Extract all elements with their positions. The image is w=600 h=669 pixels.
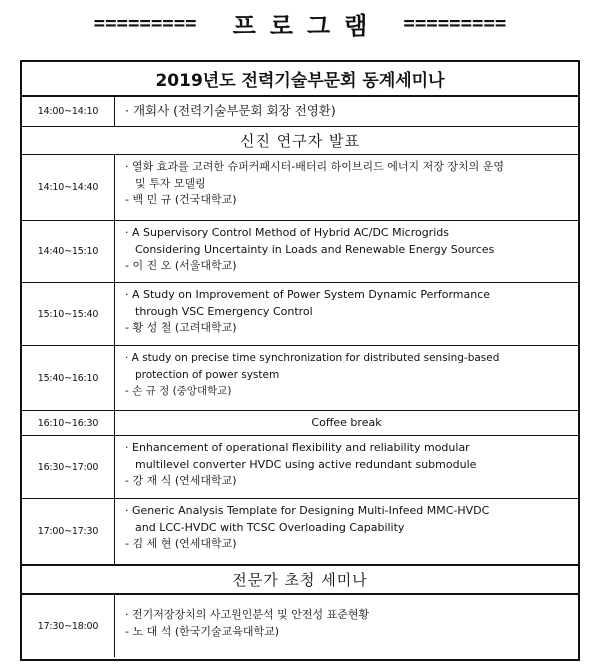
talk-title-line: 및 투자 모델링 — [135, 176, 206, 190]
page-title: 프로그램 — [232, 11, 382, 40]
talk-title-line: and LCC-HVDC with TCSC Overloading Capability — [135, 520, 405, 534]
time-cell: 16:30~17:00 — [22, 436, 115, 498]
time-cell: 17:30~18:00 — [22, 595, 115, 657]
talk-title-line: · 전기저장장치의 사고원인분석 및 안전성 표준현황 — [125, 608, 370, 621]
talk-title-line: · A study on precise time synchronization for distributed sensing-based — [125, 352, 500, 364]
talk-row — [22, 436, 578, 499]
presenter: - 강 재 식 (연세대학교) — [125, 474, 237, 487]
talk-content — [115, 499, 578, 564]
talk-row — [22, 346, 578, 411]
opening-row — [22, 97, 578, 127]
talk-content — [115, 283, 578, 345]
header-rule-right: ========= — [403, 12, 507, 34]
talk-title-line: · 열화 효과를 고려한 슈퍼커패시터-배터리 하이브리드 에너지 저장 장치의 운영 — [125, 160, 504, 173]
header-rule-left: ========= — [93, 12, 197, 34]
talk-content — [115, 221, 578, 282]
talk-title-line: multilevel converter HVDC using active redundant submodule — [135, 457, 477, 471]
talk-content — [115, 346, 578, 410]
coffee-row — [22, 411, 578, 436]
time-cell: 17:00~17:30 — [22, 499, 115, 564]
presenter: - 백 민 규 (건국대학교) — [125, 193, 237, 206]
talk-title-line: · Enhancement of operational flexibility and reliability modular — [125, 441, 470, 454]
expert-row — [22, 595, 578, 657]
talk-content — [115, 595, 578, 657]
time-cell: 14:40~15:10 — [22, 221, 115, 282]
program-table — [20, 60, 580, 661]
section-heading-expert-seminar: 전문가 초청 세미나 — [22, 565, 578, 595]
time-cell: 15:40~16:10 — [22, 346, 115, 410]
talk-row — [22, 283, 578, 346]
time-cell: 14:00~14:10 — [22, 97, 115, 126]
seminar-title: 2019년도 전력기술부문회 동계세미나 — [22, 62, 578, 97]
opening-text: · 개회사 (전력기술부문회 회장 전영환) — [125, 103, 336, 119]
talk-title-line: · A Supervisory Control Method of Hybrid AC/DC Microgrids — [125, 226, 449, 239]
presenter: - 손 규 정 (중앙대학교) — [125, 385, 232, 397]
presenter: - 이 진 오 (서울대학교) — [125, 259, 237, 272]
time-cell: 16:10~16:30 — [22, 411, 115, 435]
talk-title-line: protection of power system — [135, 368, 280, 381]
time-cell: 14:10~14:40 — [22, 155, 115, 220]
talk-row — [22, 155, 578, 221]
section-heading-young-researchers: 신진 연구자 발표 — [22, 127, 578, 155]
page-header — [0, 6, 600, 40]
talk-title-line: Considering Uncertainty in Loads and Renewable Energy Sources — [135, 242, 495, 256]
talk-row — [22, 221, 578, 283]
talk-title-line: through VSC Emergency Control — [135, 304, 313, 318]
presenter: - 황 성 철 (고려대학교) — [125, 321, 237, 334]
talk-title-line: · Generic Analysis Template for Designing Multi-Infeed MMC-HVDC — [125, 504, 490, 517]
presenter: - 노 대 석 (한국기술교육대학교) — [125, 624, 280, 638]
talk-content — [115, 155, 578, 220]
coffee-break: Coffee break — [311, 415, 382, 429]
talk-title-line: · A Study on Improvement of Power System Dynamic Performance — [125, 288, 491, 301]
talk-row — [22, 499, 578, 565]
talk-content — [115, 436, 578, 498]
time-cell: 15:10~15:40 — [22, 283, 115, 345]
presenter: - 김 세 현 (연세대학교) — [125, 537, 237, 550]
